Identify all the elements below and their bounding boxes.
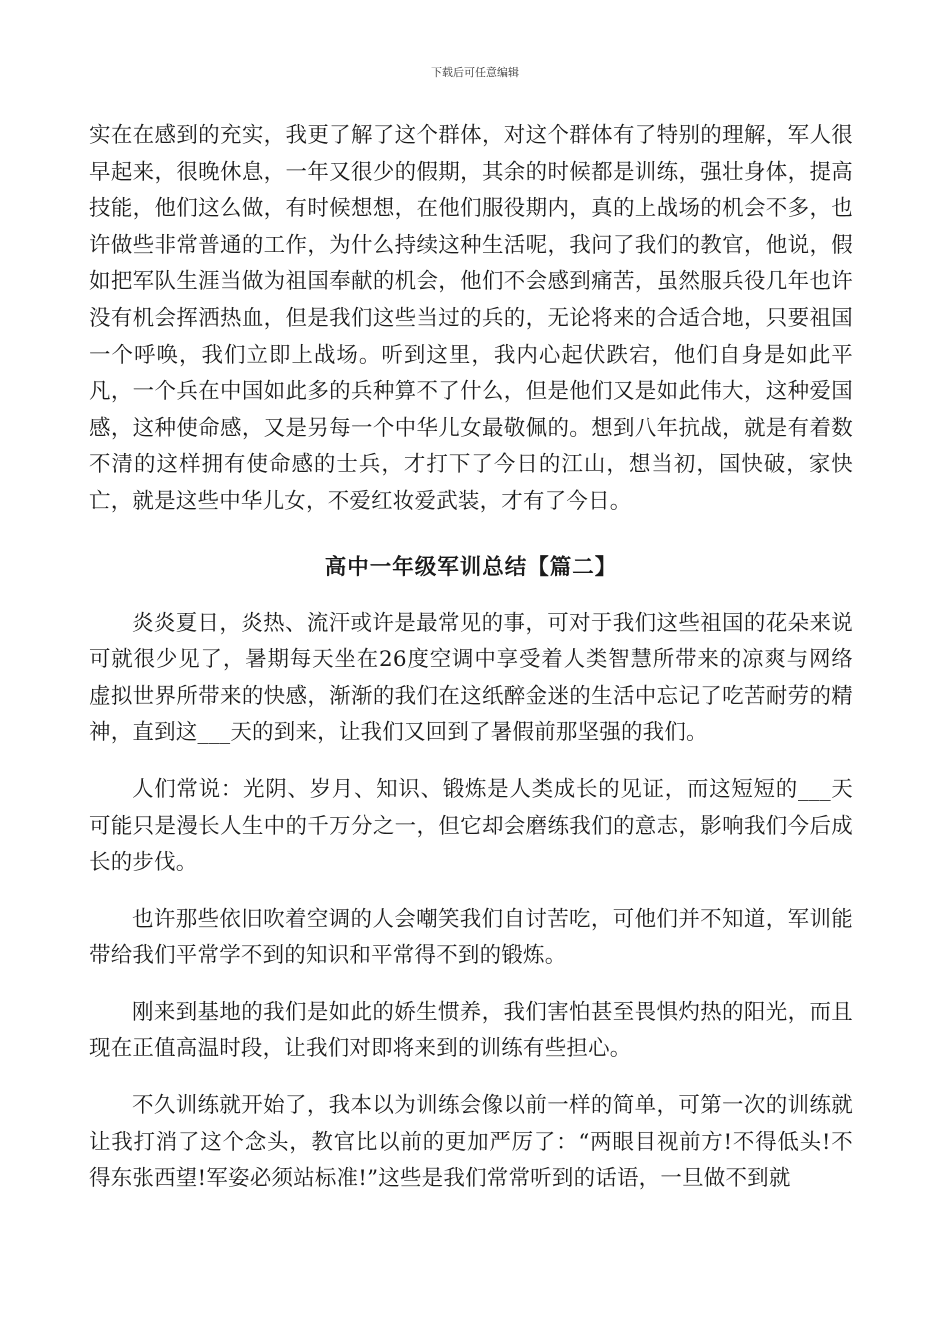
paragraph-continued: 实在在感到的充实，我更了解了这个群体，对这个群体有了特别的理解，军人很早起来，很晚休息，一年又很少的假期，其余的时候都是训练，强壮身体，提高技能，他们这么做，有时候想想，在他们服役期内，真的上战场的机会不多，也许做些非常普通的工作，为什么持续这种生活呢，我问了我们的教官，他说，假如把军队生涯当做为祖国奉献的机会，他们不会感到痛苦，虽然服兵役几年也许没有机会挥洒热血，但是我们这些当过的兵的，无论将来的合适合地，只要祖国一个呼唤，我们立即上战场。听到这里，我内心起伏跌宕，他们自身是如此平凡，一个兵在中国如此多的兵种算不了什么，但是他们又是如此伟大，这种爱国感，这种使命感，又是另每一个中华儿女最敬佩的。想到八年抗战，就是有着数不清的这样拥有使命感的士兵，才打下了今日的江山，想当初，国快破，家快亡，就是这些中华儿女，不爱红妆爱武装，才有了今日。	[89, 123, 853, 514]
paragraph-gap	[89, 752, 853, 772]
paragraph-gap	[89, 975, 853, 995]
header-note: 下载后可任意编辑	[431, 66, 519, 79]
document-body	[89, 118, 853, 1198]
paragraph: 刚来到基地的我们是如此的娇生惯养，我们害怕甚至畏惧灼热的阳光，而且现在正值高温时段，让我们对即将来到的训练有些担心。	[89, 999, 853, 1062]
section-heading: 高中一年级军训总结【篇二】	[324, 554, 618, 580]
paragraph: 不久训练就开始了，我本以为训练会像以前一样的简单，可第一次的训练就让我打消了这个念头，教官比以前的更加严厉了：“两眼目视前方!不得低头!不得东张西望!军姿必须站标准!”这些是我们常常听到的话语，一旦做不到就	[89, 1093, 853, 1192]
paragraph: 人们常说：光阴、岁月、知识、锻炼是人类成长的见证，而这短短的___天可能只是漫长人生中的千万分之一，但它却会磨练我们的意志，影响我们今后成长的步伐。	[89, 776, 853, 876]
paragraph: 炎炎夏日，炎热、流汗或许是最常见的事，可对于我们这些祖国的花朵来说可就很少见了，暑期每天坐在26度空调中享受着人类智慧所带来的凉爽与网络虚拟世界所带来的快感，渐渐的我们在这纸醉金迷的生活中忘记了吃苦耐劳的精神，直到这___天的到来，让我们又回到了暑假前那坚强的我们。	[89, 610, 853, 746]
paragraph-gap	[89, 1068, 853, 1088]
paragraph: 也许那些依旧吹着空调的人会嘲笑我们自讨苦吃，可他们并不知道，军训能带给我们平常学不到的知识和平常得不到的锻炼。	[89, 906, 853, 969]
paragraph-gap	[89, 882, 853, 902]
